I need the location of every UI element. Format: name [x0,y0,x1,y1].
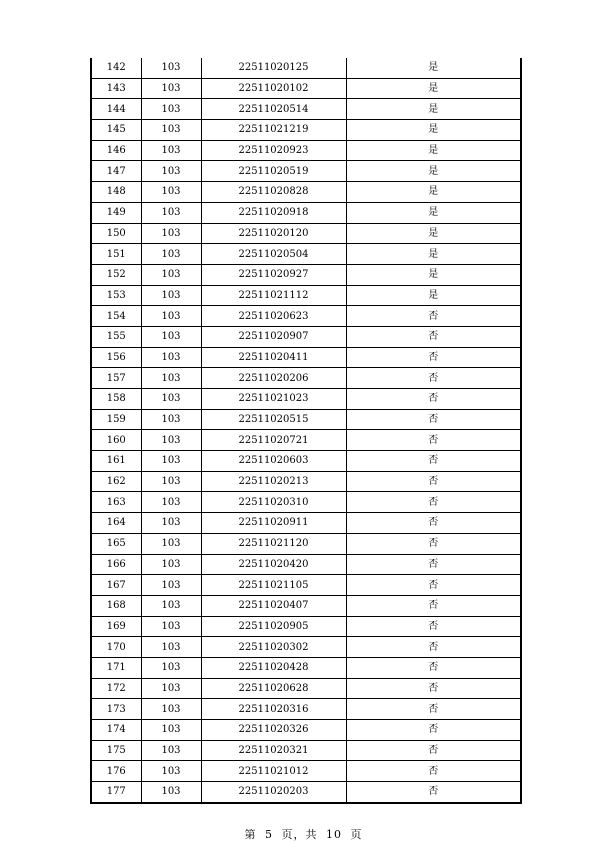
id-number-cell: 22511020411 [201,347,346,368]
status-cell: 否 [346,740,521,761]
row-number-cell: 142 [91,58,141,78]
row-number-cell: 164 [91,513,141,534]
id-number-cell: 22511020519 [201,161,346,182]
status-cell: 否 [346,430,521,451]
status-cell: 否 [346,761,521,782]
row-number-cell: 159 [91,409,141,430]
group-cell: 103 [141,782,201,803]
row-number-cell: 174 [91,720,141,741]
row-number-cell: 155 [91,326,141,347]
status-cell: 否 [346,678,521,699]
id-number-cell: 22511020102 [201,78,346,99]
table-row [91,678,521,699]
row-number-cell: 163 [91,492,141,513]
id-number-cell: 22511020504 [201,244,346,265]
status-cell: 是 [346,99,521,120]
status-cell: 否 [346,389,521,410]
table-row [91,409,521,430]
group-cell: 103 [141,285,201,306]
row-number-cell: 151 [91,244,141,265]
status-cell: 否 [346,347,521,368]
group-cell: 103 [141,202,201,223]
status-cell: 否 [346,575,521,596]
status-cell: 否 [346,699,521,720]
id-number-cell: 22511021012 [201,761,346,782]
status-cell: 是 [346,58,521,78]
id-number-cell: 22511020905 [201,616,346,637]
row-number-cell: 153 [91,285,141,306]
id-number-cell: 22511020316 [201,699,346,720]
group-cell: 103 [141,657,201,678]
row-number-cell: 166 [91,554,141,575]
page-footer [0,826,607,842]
id-number-cell: 22511020828 [201,182,346,203]
group-cell: 103 [141,430,201,451]
status-cell: 否 [346,409,521,430]
group-cell: 103 [141,720,201,741]
status-cell: 是 [346,223,521,244]
id-number-cell: 22511020623 [201,306,346,327]
group-cell: 103 [141,699,201,720]
table-row [91,740,521,761]
row-number-cell: 145 [91,120,141,141]
table-row [91,430,521,451]
table-row [91,306,521,327]
group-cell: 103 [141,182,201,203]
row-number-cell: 154 [91,306,141,327]
id-number-cell: 22511021112 [201,285,346,306]
row-number-cell: 161 [91,451,141,472]
status-cell: 是 [346,120,521,141]
id-number-cell: 22511020326 [201,720,346,741]
status-cell: 是 [346,244,521,265]
table-row [91,140,521,161]
table-row [91,513,521,534]
status-cell: 否 [346,513,521,534]
group-cell: 103 [141,161,201,182]
status-cell: 是 [346,182,521,203]
status-cell: 否 [346,720,521,741]
status-cell: 否 [346,533,521,554]
id-number-cell: 22511020515 [201,409,346,430]
table-row [91,616,521,637]
row-number-cell: 176 [91,761,141,782]
table-row [91,761,521,782]
group-cell: 103 [141,533,201,554]
row-number-cell: 171 [91,657,141,678]
group-cell: 103 [141,595,201,616]
status-cell: 否 [346,326,521,347]
id-number-cell: 22511020213 [201,471,346,492]
row-number-cell: 162 [91,471,141,492]
row-number-cell: 165 [91,533,141,554]
status-cell: 否 [346,471,521,492]
row-number-cell: 173 [91,699,141,720]
group-cell: 103 [141,740,201,761]
row-number-cell: 147 [91,161,141,182]
group-cell: 103 [141,637,201,658]
id-number-cell: 22511020603 [201,451,346,472]
row-number-cell: 152 [91,264,141,285]
table-row [91,285,521,306]
id-number-cell: 22511020918 [201,202,346,223]
table-row [91,264,521,285]
group-cell: 103 [141,326,201,347]
status-cell: 是 [346,140,521,161]
group-cell: 103 [141,223,201,244]
id-number-cell: 22511020428 [201,657,346,678]
status-cell: 是 [346,78,521,99]
row-number-cell: 157 [91,368,141,389]
row-number-cell: 143 [91,78,141,99]
id-number-cell: 22511020120 [201,223,346,244]
id-number-cell: 22511021105 [201,575,346,596]
table-row [91,347,521,368]
status-cell: 否 [346,782,521,803]
group-cell: 103 [141,678,201,699]
status-cell: 是 [346,285,521,306]
table-row [91,182,521,203]
table-row [91,492,521,513]
table-row [91,575,521,596]
table-row [91,120,521,141]
table-row [91,657,521,678]
row-number-cell: 168 [91,595,141,616]
footer-suffix: 页 [350,828,363,841]
id-number-cell: 22511020310 [201,492,346,513]
row-number-cell: 177 [91,782,141,803]
group-cell: 103 [141,264,201,285]
table-row [91,533,521,554]
table-row [91,471,521,492]
table-row [91,720,521,741]
row-number-cell: 167 [91,575,141,596]
table-row [91,78,521,99]
table-row [91,58,521,78]
group-cell: 103 [141,554,201,575]
group-cell: 103 [141,761,201,782]
group-cell: 103 [141,451,201,472]
id-number-cell: 22511020203 [201,782,346,803]
id-number-cell: 22511021023 [201,389,346,410]
id-number-cell: 22511020321 [201,740,346,761]
id-number-cell: 22511020302 [201,637,346,658]
row-number-cell: 150 [91,223,141,244]
table-row [91,368,521,389]
id-number-cell: 22511020628 [201,678,346,699]
footer-page-number: 5 [265,828,273,841]
group-cell: 103 [141,368,201,389]
group-cell: 103 [141,616,201,637]
status-cell: 否 [346,368,521,389]
id-number-cell: 22511020206 [201,368,346,389]
status-cell: 否 [346,657,521,678]
id-number-cell: 22511021120 [201,533,346,554]
id-number-cell: 22511020927 [201,264,346,285]
status-cell: 否 [346,595,521,616]
table-row [91,326,521,347]
table-row [91,595,521,616]
id-number-cell: 22511020721 [201,430,346,451]
table-row [91,202,521,223]
id-number-cell: 22511021219 [201,120,346,141]
id-number-cell: 22511020407 [201,595,346,616]
group-cell: 103 [141,513,201,534]
group-cell: 103 [141,409,201,430]
id-number-cell: 22511020907 [201,326,346,347]
status-cell: 是 [346,161,521,182]
table-row [91,782,521,803]
group-cell: 103 [141,347,201,368]
row-number-cell: 172 [91,678,141,699]
row-number-cell: 156 [91,347,141,368]
group-cell: 103 [141,140,201,161]
row-number-cell: 160 [91,430,141,451]
status-cell: 否 [346,637,521,658]
row-number-cell: 158 [91,389,141,410]
row-number-cell: 169 [91,616,141,637]
table-row [91,161,521,182]
group-cell: 103 [141,120,201,141]
table-body [91,58,521,803]
id-number-cell: 22511020911 [201,513,346,534]
group-cell: 103 [141,58,201,78]
id-number-cell: 22511020514 [201,99,346,120]
row-number-cell: 175 [91,740,141,761]
table-row [91,389,521,410]
status-cell: 否 [346,492,521,513]
group-cell: 103 [141,244,201,265]
table-row [91,223,521,244]
id-number-cell: 22511020923 [201,140,346,161]
table-row [91,637,521,658]
table-row [91,99,521,120]
row-number-cell: 170 [91,637,141,658]
group-cell: 103 [141,389,201,410]
footer-prefix: 第 [244,828,257,841]
group-cell: 103 [141,78,201,99]
group-cell: 103 [141,99,201,120]
status-cell: 否 [346,616,521,637]
group-cell: 103 [141,471,201,492]
footer-mid: 页，共 [281,828,318,841]
results-table [90,58,522,804]
id-number-cell: 22511020125 [201,58,346,78]
table-row [91,699,521,720]
footer-total-pages: 10 [326,828,342,841]
status-cell: 是 [346,202,521,223]
table-row [91,244,521,265]
id-number-cell: 22511020420 [201,554,346,575]
row-number-cell: 146 [91,140,141,161]
row-number-cell: 148 [91,182,141,203]
table-row [91,451,521,472]
table-row [91,554,521,575]
row-number-cell: 149 [91,202,141,223]
group-cell: 103 [141,306,201,327]
status-cell: 否 [346,554,521,575]
status-cell: 否 [346,451,521,472]
group-cell: 103 [141,492,201,513]
row-number-cell: 144 [91,99,141,120]
group-cell: 103 [141,575,201,596]
status-cell: 是 [346,264,521,285]
status-cell: 否 [346,306,521,327]
